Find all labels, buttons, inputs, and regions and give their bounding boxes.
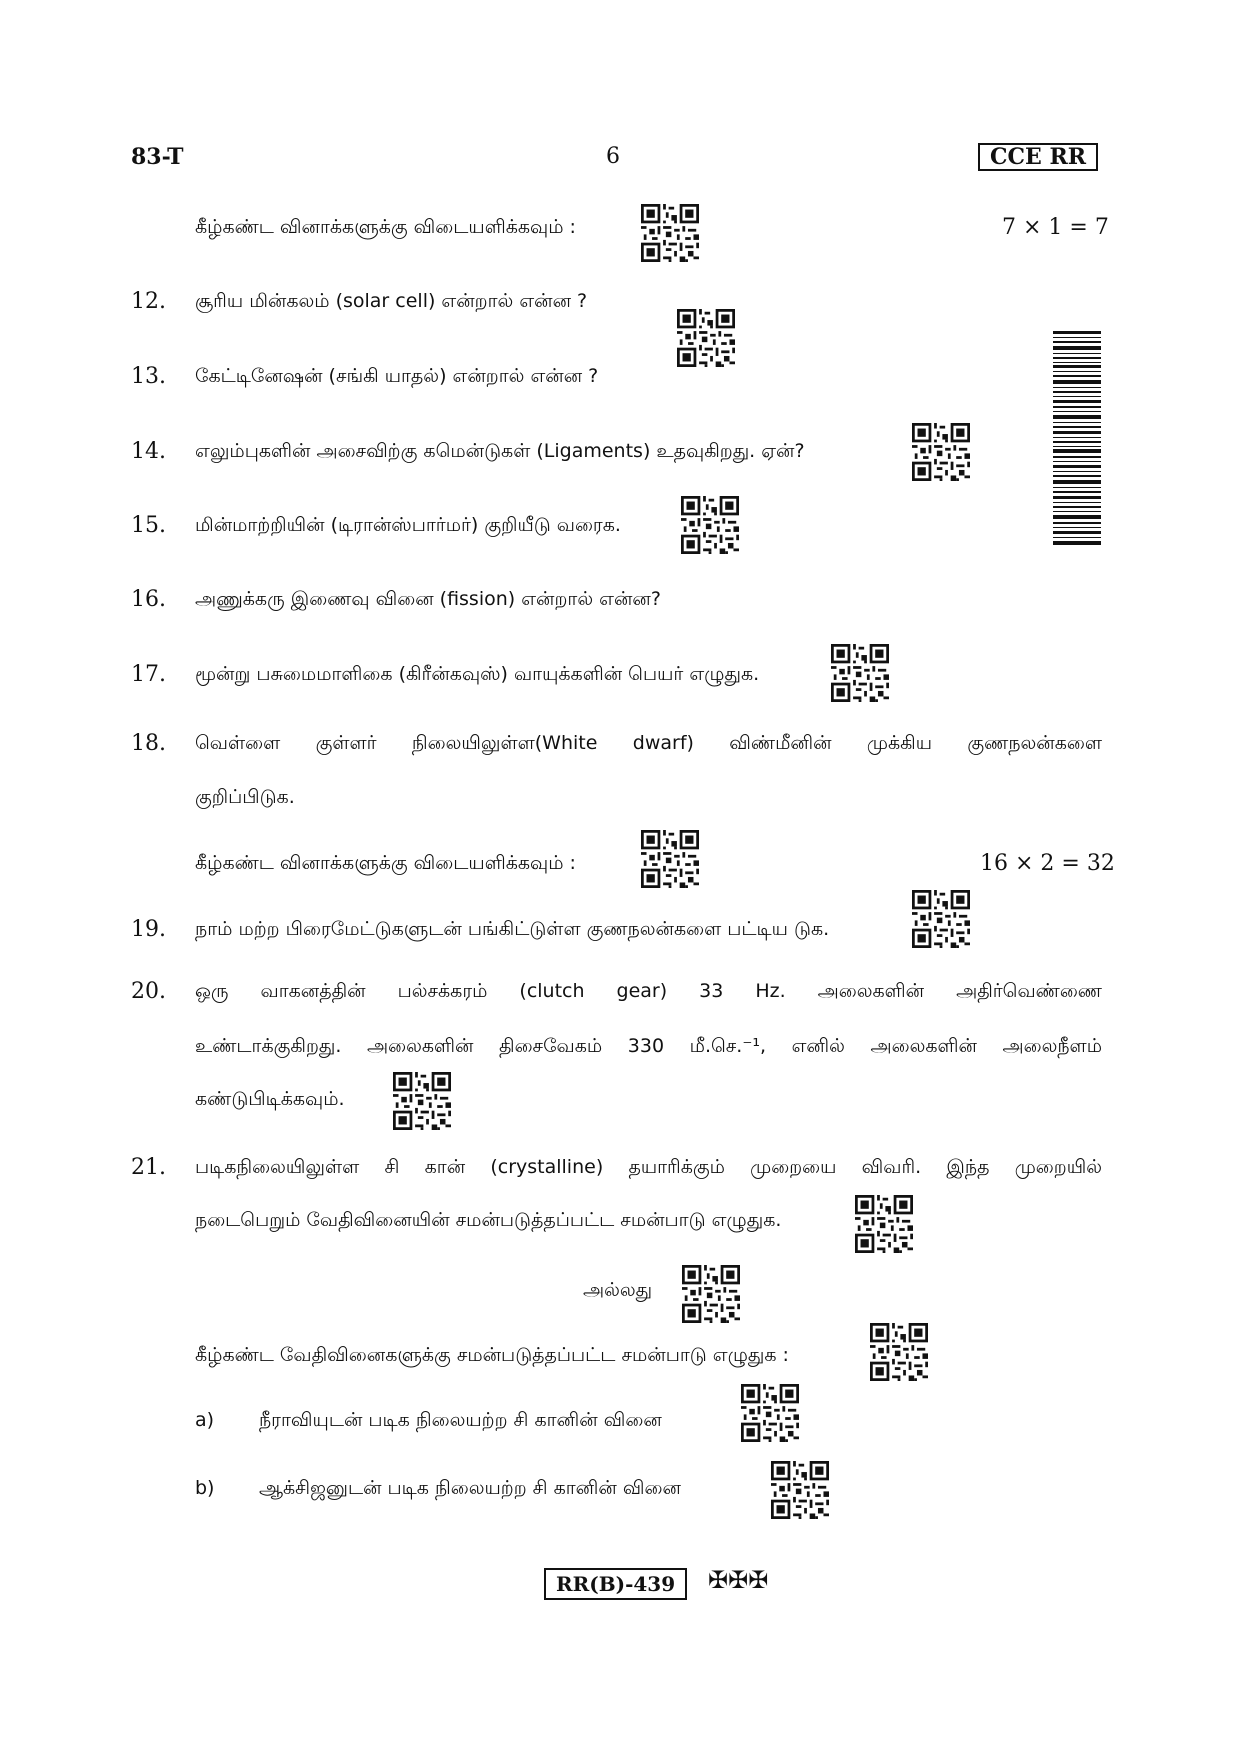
- question-number: 13.: [131, 364, 166, 389]
- qr-code-icon: [681, 496, 739, 554]
- question-text: கேட்டினேஷன் (சங்கி யாதல்) என்றால் என்ன ?: [195, 365, 599, 387]
- qr-code-icon: [870, 1323, 928, 1381]
- qr-code-icon: [682, 1265, 740, 1323]
- question-number: 14.: [131, 439, 166, 464]
- section1-instruction: கீழ்கண்ட வினாக்களுக்கு விடையளிக்கவும் :: [195, 216, 576, 238]
- section2-instruction: கீழ்கண்ட வினாக்களுக்கு விடையளிக்கவும் :: [195, 852, 576, 874]
- qr-code-icon: [771, 1461, 829, 1519]
- qr-code-icon: [677, 309, 735, 367]
- question-number: 12.: [131, 289, 166, 314]
- question-text-line3: கண்டுபிடிக்கவும்.: [195, 1088, 345, 1110]
- question-number: 20.: [131, 979, 166, 1004]
- footer-code: RR(B)-439: [544, 1568, 687, 1600]
- question-text-line1: படிகநிலையிலுள்ள சி கான் (crystalline) தயாரிக்கும் முறையை விவரி. இந்த முறையில்: [195, 1156, 1102, 1178]
- qr-code-icon: [912, 890, 970, 948]
- footer-ornament: ✠✠✠: [708, 1566, 769, 1594]
- qr-code-icon: [393, 1072, 451, 1130]
- subpart-a-text: நீராவியுடன் படிக நிலையற்ற சி கானின் வினை: [259, 1409, 662, 1431]
- qr-code-icon: [912, 423, 970, 481]
- or-separator: அல்லது: [583, 1279, 653, 1301]
- qr-code-icon: [855, 1195, 913, 1253]
- section1-marks: 7 × 1 = 7: [1002, 215, 1109, 240]
- qr-code-icon: [641, 204, 699, 262]
- question-text-line2: நடைபெறும் வேதிவினையின் சமன்படுத்தப்பட்ட சமன்பாடு எழுதுக.: [195, 1209, 782, 1231]
- question-text: நாம் மற்ற பிரைமேட்டுகளுடன் பங்கிட்டுள்ள குணநலன்களை பட்டிய டுக.: [195, 918, 830, 940]
- question-text-line2: உண்டாக்குகிறது. அலைகளின் திசைவேகம் 330 மீ.செ.⁻¹, எனில் அலைகளின் அலைநீளம்: [195, 1035, 1102, 1057]
- question-text: எலும்புகளின் அசைவிற்கு கமென்டுகள் (Ligaments) உதவுகிறது. ஏன்?: [195, 440, 805, 462]
- qr-code-icon: [831, 644, 889, 702]
- subpart-b-label: b): [195, 1477, 215, 1499]
- question-number: 18.: [131, 731, 166, 756]
- subpart-b-text: ஆக்சிஜனுடன் படிக நிலையற்ற சி கானின் வினை: [259, 1477, 681, 1499]
- question-number: 15.: [131, 513, 166, 538]
- question-text-line1: ஒரு வாகனத்தின் பல்சக்கரம் (clutch gear) 33 Hz. அலைகளின் அதிர்வெண்ணை: [195, 980, 1102, 1002]
- question-number: 21.: [131, 1155, 166, 1180]
- question-text: மூன்று பசுமைமாளிகை (கிரீன்கவுஸ்) வாயுக்களின் பெயர் எழுதுக.: [195, 663, 760, 685]
- series-badge: CCE RR: [978, 143, 1098, 171]
- subpart-a-label: a): [195, 1409, 215, 1431]
- section2-marks: 16 × 2 = 32: [980, 851, 1115, 876]
- question-number: 16.: [131, 587, 166, 612]
- question-text-line2: குறிப்பிடுக.: [195, 786, 295, 808]
- question-number: 19.: [131, 917, 166, 942]
- alternative-instruction: கீழ்கண்ட வேதிவினைகளுக்கு சமன்படுத்தப்பட்ட சமன்பாடு எழுதுக :: [195, 1344, 789, 1366]
- page-number: 6: [606, 144, 620, 169]
- question-text-line1: வெள்ளை குள்ளர் நிலையிலுள்ள(White dwarf) விண்மீனின் முக்கிய குணநலன்களை: [195, 732, 1102, 754]
- barcode-image: [1053, 331, 1101, 545]
- qr-code-icon: [641, 830, 699, 888]
- question-number: 17.: [131, 662, 166, 687]
- question-text: அணுக்கரு இணைவு வினை (fission) என்றால் என்ன?: [195, 588, 661, 610]
- qr-code-icon: [741, 1384, 799, 1442]
- question-text: மின்மாற்றியின் (டிரான்ஸ்பார்மர்) குறியீடு வரைக.: [195, 514, 621, 536]
- question-text: சூரிய மின்கலம் (solar cell) என்றால் என்ன ?: [195, 290, 588, 312]
- paper-code: 83-T: [131, 144, 184, 170]
